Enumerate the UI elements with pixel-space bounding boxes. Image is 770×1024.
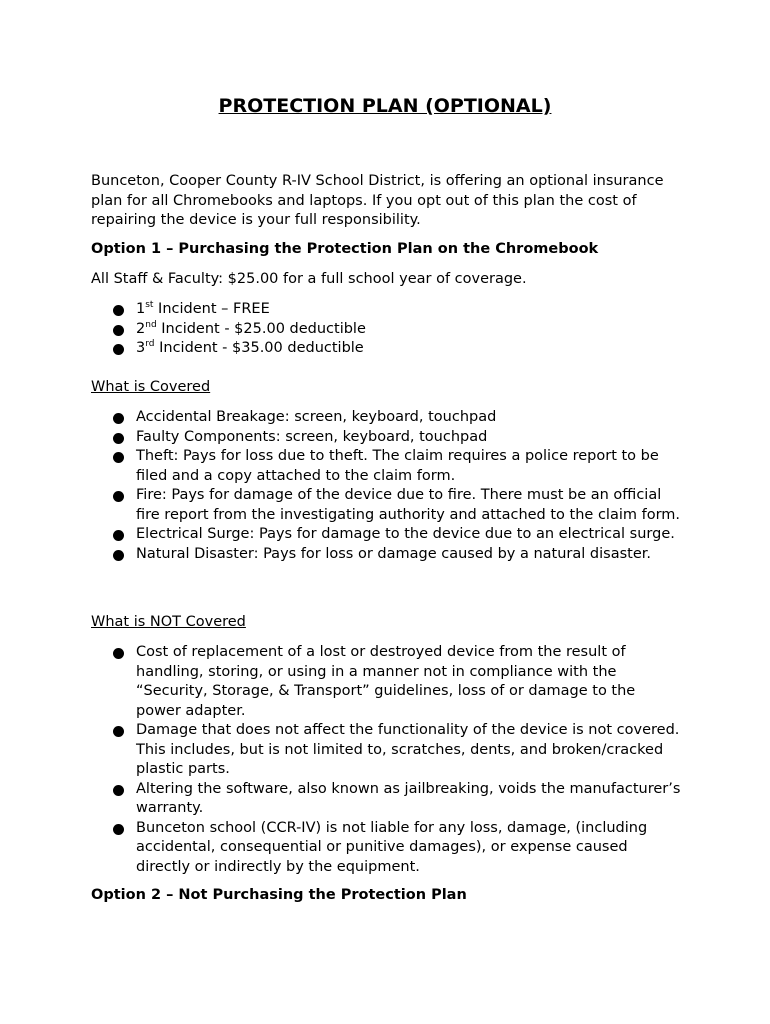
incident-item — [91, 300, 681, 320]
covered-item-text: Natural Disaster: Pays for loss or damage caused by a natural disaster. — [136, 545, 651, 562]
not-covered-item-text: Damage that does not affect the functionality of the device is not covered. This includes, but is not limited to, scratches, dents, and broken/cracked plastic parts. — [136, 722, 680, 777]
incident-item — [91, 339, 681, 359]
bullet-icon — [113, 648, 124, 659]
incident-number: 1 — [136, 301, 146, 317]
bullet-icon — [113, 344, 124, 355]
not-covered-item — [91, 643, 681, 721]
option1-heading: Option 1 – Purchasing the Protection Plan on the Chromebook — [91, 241, 599, 257]
covered-item — [91, 525, 681, 545]
covered-item-text: Fire: Pays for damage of the device due to fire. There must be an official fire report from the investigating authority and attached to the claim form. — [136, 487, 681, 523]
covered-item-text: Theft: Pays for loss due to theft. The claim requires a police report to be filed and a copy attached to the claim form. — [136, 448, 659, 484]
not-covered-item-text: Bunceton school (CCR-IV) is not liable for any loss, damage, (including accidental, consequential or punitive damages), or expense caused directly or indirectly by the equipment. — [136, 819, 648, 875]
incident-ordinal: st — [145, 300, 154, 310]
bullet-icon — [113, 305, 124, 316]
not-covered-item — [91, 780, 681, 819]
covered-item-text: Faulty Components: screen, keyboard, touchpad — [136, 428, 488, 445]
not-covered-list — [91, 643, 681, 877]
covered-item-text: Electrical Surge: Pays for damage to the device due to an electrical surge. — [136, 526, 675, 542]
bullet-icon — [113, 325, 124, 336]
covered-item — [91, 486, 681, 525]
bullet-icon — [113, 550, 124, 561]
incident-list — [91, 300, 681, 359]
not-covered-heading: What is NOT Covered — [91, 614, 246, 630]
bullet-icon — [113, 433, 124, 444]
bullet-icon — [113, 824, 124, 835]
intro-paragraph: Bunceton, Cooper County R-IV School District, is offering an optional insurance plan for all Chromebooks and laptops. If you opt out of this plan the cost of repairing the device is your full responsibility. — [91, 173, 664, 228]
covered-list — [91, 408, 681, 564]
covered-item-text: Accidental Breakage: screen, keyboard, touchpad — [136, 409, 497, 425]
incident-ordinal: nd — [145, 319, 157, 330]
incident-text: Incident - $25.00 deductible — [156, 320, 366, 337]
bullet-icon — [113, 452, 124, 463]
covered-item — [91, 408, 681, 428]
covered-item — [91, 545, 681, 565]
incident-number: 2 — [136, 320, 146, 337]
covered-item — [91, 428, 681, 448]
bullet-icon — [113, 413, 124, 424]
not-covered-item-text: Altering the software, also known as jailbreaking, voids the manufacturer’s warranty. — [136, 780, 681, 816]
bullet-icon — [113, 530, 124, 541]
bullet-icon — [113, 785, 124, 796]
incident-ordinal: rd — [145, 339, 155, 349]
covered-heading: What is Covered — [91, 379, 211, 395]
incident-number: 3 — [136, 340, 146, 356]
staff-pricing: All Staff & Faculty: $25.00 for a full school year of coverage. — [91, 271, 527, 287]
bullet-icon — [113, 491, 124, 502]
page-title: PROTECTION PLAN (OPTIONAL) — [218, 95, 552, 117]
covered-item — [91, 447, 681, 486]
incident-text: Incident – FREE — [153, 301, 270, 317]
not-covered-item — [91, 819, 681, 878]
option2-heading: Option 2 – Not Purchasing the Protection Plan — [91, 887, 467, 903]
not-covered-item — [91, 721, 681, 780]
incident-text: Incident - $35.00 deductible — [154, 340, 364, 356]
incident-item — [91, 320, 681, 340]
bullet-icon — [113, 726, 124, 737]
not-covered-item-text: Cost of replacement of a lost or destroyed device from the result of handling, storing, or using in a manner not in compliance with the “Security, Storage, & Transport” guidelines, loss of or damage to the power adapter. — [136, 644, 636, 719]
